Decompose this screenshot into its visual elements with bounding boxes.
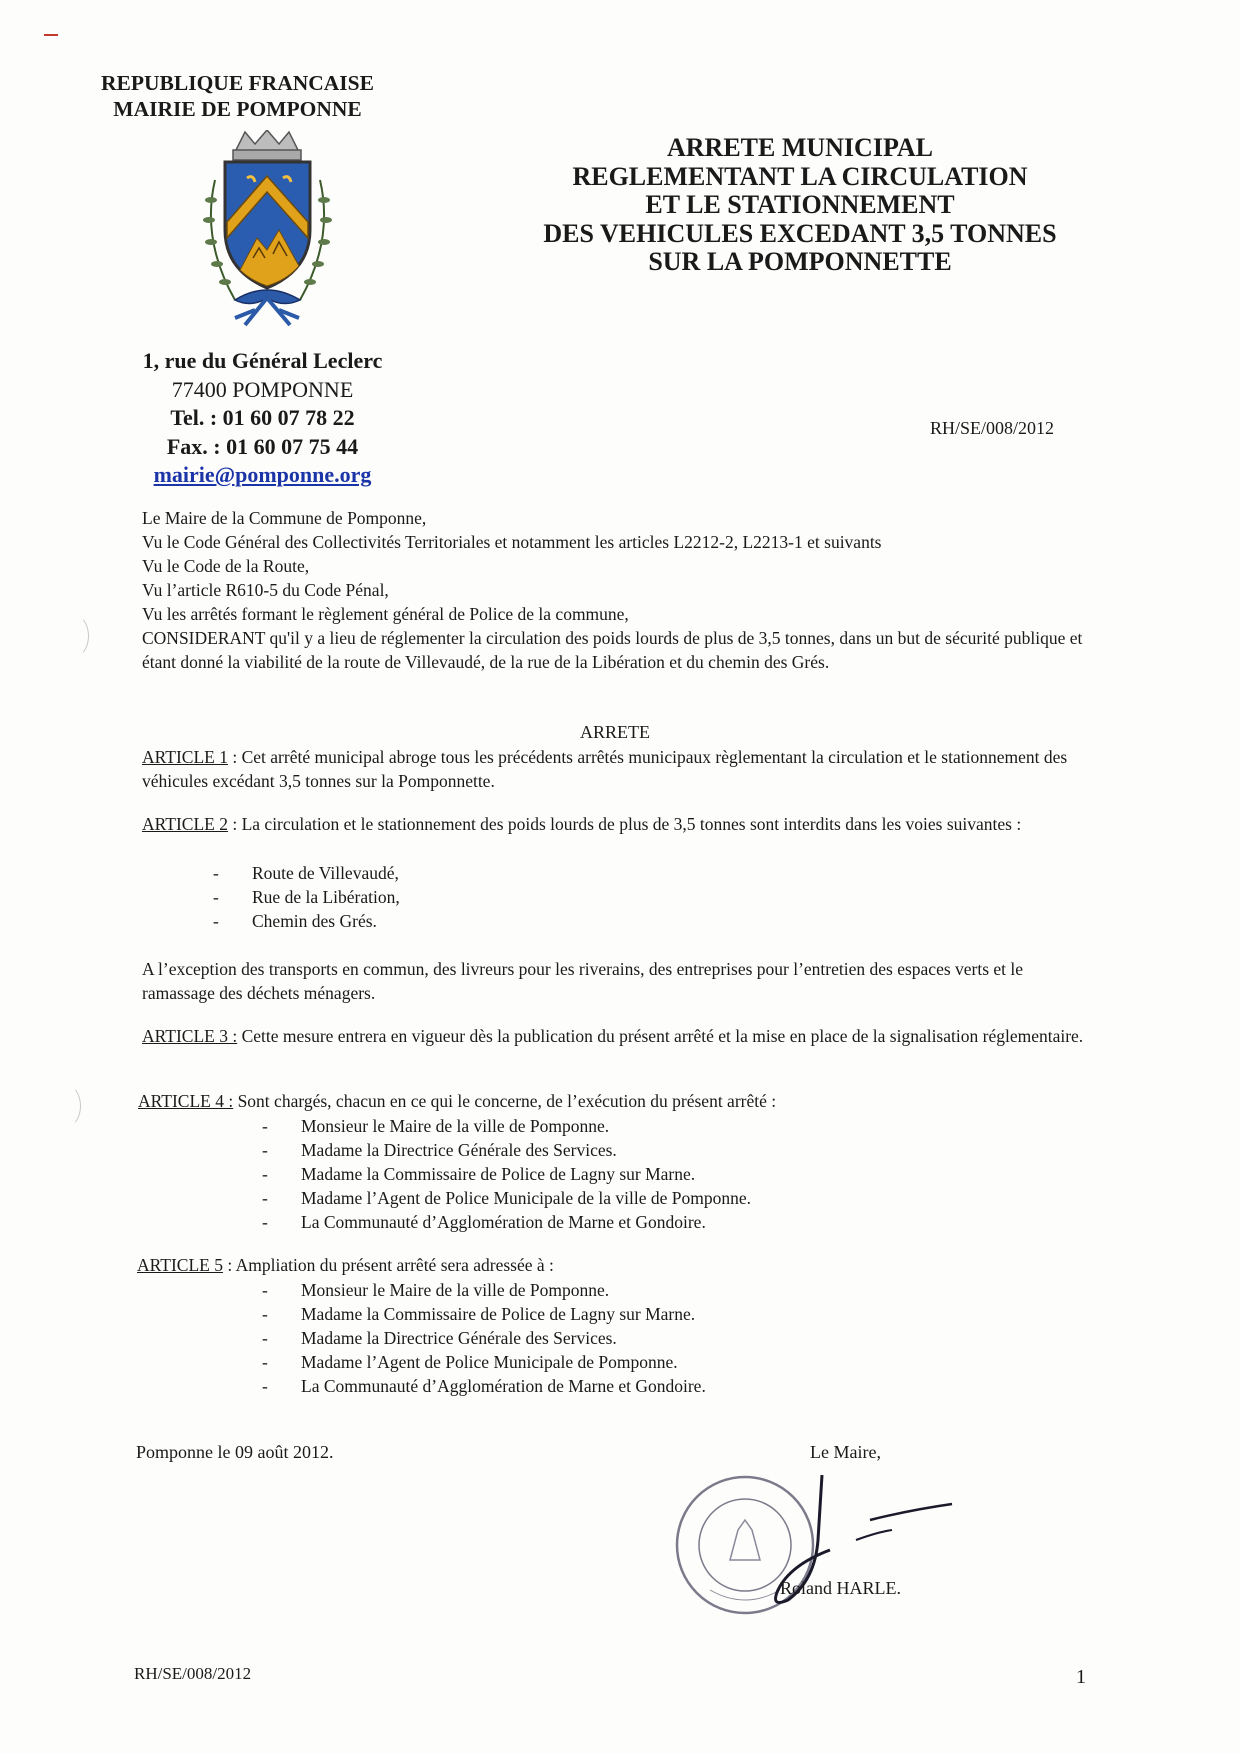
preamble bbox=[142, 506, 1092, 674]
article-1-text: Cet arrêté municipal abroge tous les précédents arrêtés municipaux règlementant la circulation et le stationnement des véhicules excédant 3,5 tonnes sur la Pomponnette. bbox=[142, 747, 1068, 791]
article-1 bbox=[142, 745, 1092, 793]
title-line: REGLEMENTANT LA CIRCULATION bbox=[572, 161, 1028, 191]
list-item-text: Madame l’Agent de Police Municipale de Pomponne. bbox=[301, 1352, 678, 1372]
scan-mark bbox=[44, 34, 58, 36]
preamble-line: Vu le Code de la Route, bbox=[142, 556, 310, 576]
list-item: - Route de Villevaudé, bbox=[213, 863, 399, 883]
title-line: ARRETE MUNICIPAL bbox=[666, 133, 934, 162]
title-line: ET LE STATIONNEMENT bbox=[645, 190, 955, 219]
preamble-line: Le Maire de la Commune de Pomponne, bbox=[142, 508, 427, 528]
article-2-list bbox=[213, 861, 1052, 933]
list-item: - Monsieur le Maire de la ville de Pomponne. bbox=[262, 1116, 610, 1136]
list-item: - Chemin des Grés. bbox=[213, 911, 377, 931]
article-5-sep: : bbox=[222, 1255, 236, 1275]
list-item-text: Rue de la Libération, bbox=[252, 887, 400, 907]
list-item-text: Route de Villevaudé, bbox=[252, 863, 399, 883]
list-item: - Madame l’Agent de Police Municipale de Pomponne. bbox=[262, 1352, 678, 1372]
list-item-text: Chemin des Grés. bbox=[252, 911, 377, 931]
title-line: SUR LA POMPONNETTE bbox=[648, 247, 952, 276]
preamble-considerant: CONSIDERANT qu'il y a lieu de réglementer la circulation des poids lourds de plus de 3,5 tonnes, dans un but de sécurité publique et étant donné la viabilité de la route de Villevaudé, de la rue de la Libération et du chemin des Grés. bbox=[142, 628, 1083, 672]
list-item: - Madame la Commissaire de Police de Lagny sur Marne. bbox=[262, 1164, 696, 1184]
preamble-line: Vu les arrêtés formant le règlement général de Police de la commune, bbox=[142, 604, 629, 624]
document-title bbox=[480, 134, 1120, 277]
preamble-line: Vu le Code Général des Collectivités Territoriales et notamment les articles L2212-2, L2213-1 et suivants bbox=[142, 532, 882, 552]
article-5-label: ARTICLE 5 bbox=[137, 1255, 223, 1275]
article-3-text: Cette mesure entrera en vigueur dès la publication du présent arrêté et la mise en place de la signalisation réglementaire. bbox=[241, 1026, 1084, 1046]
article-2-label: ARTICLE 2 bbox=[142, 814, 228, 834]
article-4 bbox=[138, 1089, 1088, 1113]
article-4-list bbox=[262, 1114, 1061, 1234]
signatory-name: Roland HARLE. bbox=[780, 1578, 901, 1598]
list-item: - Madame la Directrice Générale des Services. bbox=[262, 1328, 617, 1348]
footer-reference: RH/SE/008/2012 bbox=[134, 1664, 252, 1683]
article-4-label: ARTICLE 4 : bbox=[138, 1091, 234, 1111]
article-2-exception: A l’exception des transports en commun, des livreurs pour les riverains, des entreprises pour l’entretien des espaces verts et le ramassage des déchets ménagers. bbox=[142, 959, 1024, 1003]
issuer-header bbox=[90, 70, 385, 122]
signature-role: Le Maire, bbox=[810, 1442, 881, 1462]
list-item: - Madame la Directrice Générale des Services. bbox=[262, 1140, 617, 1160]
list-item: - La Communauté d’Agglomération de Marne et Gondoire. bbox=[262, 1376, 706, 1396]
article-2-sep: : bbox=[227, 814, 242, 834]
contact-block bbox=[110, 347, 415, 490]
issuer-republic: REPUBLIQUE FRANCAISE bbox=[101, 71, 374, 95]
list-item-text: Monsieur le Maire de la ville de Pomponne. bbox=[301, 1280, 610, 1300]
list-item-text: Madame la Commissaire de Police de Lagny sur Marne. bbox=[301, 1164, 696, 1184]
list-item: - La Communauté d’Agglomération de Marne et Gondoire. bbox=[262, 1212, 706, 1232]
arrete-heading: ARRETE bbox=[580, 722, 650, 742]
list-item-text: Madame la Commissaire de Police de Lagny sur Marne. bbox=[301, 1304, 696, 1324]
list-item-text: Madame la Directrice Générale des Services. bbox=[301, 1328, 617, 1348]
article-1-sep: : bbox=[227, 747, 242, 767]
article-4-text: Sont chargés, chacun en ce qui le concerne, de l’exécution du présent arrêté : bbox=[237, 1091, 777, 1111]
preamble-line: Vu l’article R610-5 du Code Pénal, bbox=[142, 580, 389, 600]
article-5 bbox=[137, 1253, 1087, 1277]
telephone: Tel. : 01 60 07 78 22 bbox=[170, 405, 355, 430]
list-item: - Rue de la Libération, bbox=[213, 887, 400, 907]
article-1-label: ARTICLE 1 bbox=[142, 747, 228, 767]
article-3 bbox=[142, 1024, 1092, 1048]
punch-hole-mark bbox=[58, 614, 89, 658]
list-item-text: Madame la Directrice Générale des Services. bbox=[301, 1140, 617, 1160]
article-2-text: La circulation et le stationnement des poids lourds de plus de 3,5 tonnes sont interdits dans les voies suivantes : bbox=[241, 814, 1022, 834]
article-5-text: Ampliation du présent arrêté sera adressée à : bbox=[235, 1255, 554, 1275]
article-5-list bbox=[262, 1278, 1061, 1398]
list-item-text: La Communauté d’Agglomération de Marne et Gondoire. bbox=[301, 1376, 706, 1396]
email-link[interactable]: mairie@pomponne.org bbox=[153, 462, 372, 487]
list-item: - Madame la Commissaire de Police de Lagny sur Marne. bbox=[262, 1304, 696, 1324]
address-city: 77400 POMPONNE bbox=[171, 376, 354, 402]
issuer-mairie: MAIRIE DE POMPONNE bbox=[113, 97, 362, 121]
coat-of-arms-icon bbox=[195, 130, 340, 340]
list-item-text: Monsieur le Maire de la ville de Pomponne. bbox=[301, 1116, 610, 1136]
list-item: - Monsieur le Maire de la ville de Pomponne. bbox=[262, 1280, 610, 1300]
fax: Fax. : 01 60 07 75 44 bbox=[166, 433, 359, 459]
article-2 bbox=[142, 812, 1092, 836]
article-3-label: ARTICLE 3 : bbox=[142, 1026, 238, 1046]
list-item-text: La Communauté d’Agglomération de Marne et Gondoire. bbox=[301, 1212, 706, 1232]
signature-date: Pomponne le 09 août 2012. bbox=[136, 1442, 334, 1462]
page-number: 1 bbox=[1076, 1666, 1086, 1688]
punch-hole-mark bbox=[50, 1084, 81, 1128]
document-reference: RH/SE/008/2012 bbox=[930, 418, 1055, 438]
list-item: - Madame l’Agent de Police Municipale de la ville de Pomponne. bbox=[262, 1188, 752, 1208]
list-item-text: Madame l’Agent de Police Municipale de la ville de Pomponne. bbox=[301, 1188, 752, 1208]
title-line: DES VEHICULES EXCEDANT 3,5 TONNES bbox=[543, 218, 1057, 248]
address-street: 1, rue du Général Leclerc bbox=[142, 348, 383, 373]
